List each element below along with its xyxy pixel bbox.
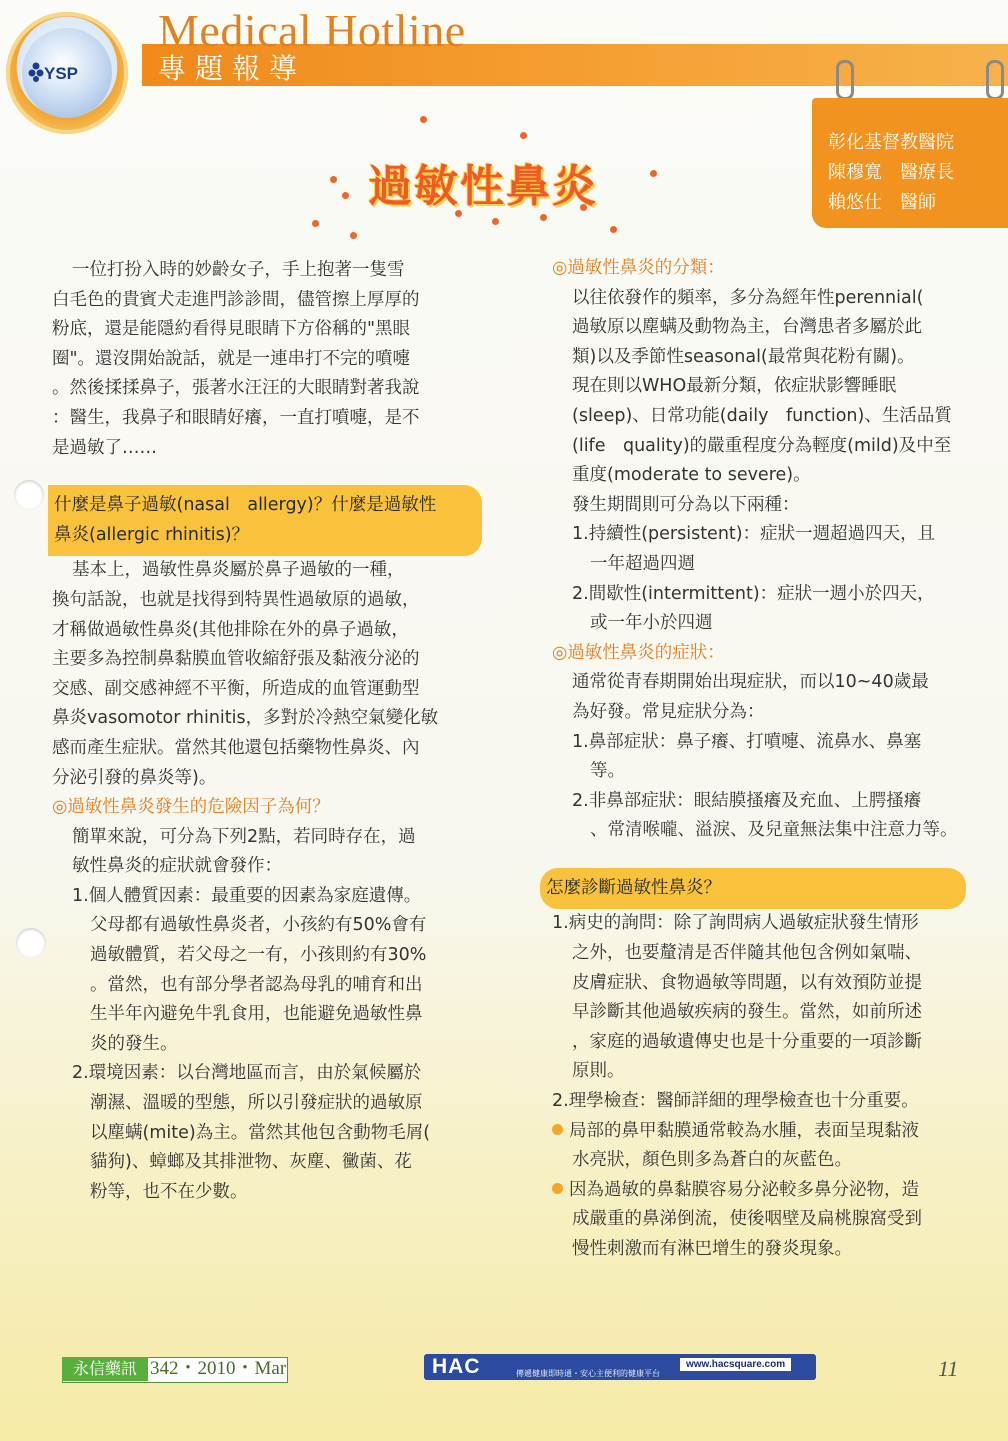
bullet-text: 局部的鼻甲黏膜通常較為水腫，表面呈現黏液 <box>569 1120 919 1141</box>
text-line: 發生期間則可分為以下兩種： <box>572 494 800 515</box>
decor-dot <box>350 232 357 239</box>
text-line: 感而產生症狀。當然其他還包括藥物性鼻炎、內 <box>52 737 420 758</box>
list-item-line: 粉等，也不在少數。 <box>90 1181 248 1202</box>
list-item-line: 以塵螨(mite)為主。當然其他包含動物毛屑( <box>90 1122 431 1143</box>
text-line: 類)以及季節性seasonal(最常與花粉有關)。 <box>572 346 915 367</box>
list-item-line: 2.環境因素：以台灣地區而言，由於氣候屬於 <box>72 1063 422 1084</box>
binder-ring-icon <box>986 60 1004 100</box>
author-2: 賴悠仕 醫師 <box>828 192 936 213</box>
decor-dot <box>330 176 337 183</box>
text-line: 交感、副交感神經不平衡，所造成的血管運動型 <box>52 678 420 699</box>
bullet-text: 慢性刺激而有淋巴增生的發炎現象。 <box>572 1239 852 1259</box>
list-item-line: 或一年小於四週 <box>590 613 713 634</box>
list-item-line: 2.非鼻部症狀：眼結膜搔癢及充血、上腭搔癢 <box>572 790 922 811</box>
article-title: 過敏性鼻炎 <box>368 161 598 212</box>
text-line: 以往依發作的頻率，多分為經年性perennial( <box>572 287 924 308</box>
text-line: 才稱做過敏性鼻炎(其他排除在外的鼻子過敏， <box>52 619 409 640</box>
section-heading: ◎過敏性鼻炎的症狀： <box>552 642 725 663</box>
footer-magazine-name: 永信藥訊 <box>62 1357 148 1381</box>
text-line: 主要多為控制鼻黏膜血管收縮舒張及黏液分泌的 <box>52 649 420 670</box>
text-line: 一位打扮入時的妙齡女子，手上抱著一隻雪 <box>72 260 405 280</box>
decor-dot <box>650 170 657 177</box>
bullet-icon <box>552 1124 563 1135</box>
list-item-line: 原則。 <box>572 1061 625 1082</box>
right-column <box>546 254 982 1265</box>
text-line: ：醫生，我鼻子和眼睛好癢，一直打噴嚏，是不 <box>52 407 420 428</box>
decor-dot <box>540 214 547 221</box>
decor-dot <box>420 116 427 123</box>
list-item-line: 皮膚症狀、食物過敏等問題，以有效預防並提 <box>572 972 922 993</box>
text-line: (sleep)、日常功能(daily function)、生活品質 <box>572 405 952 426</box>
text-line: 通常從青春期開始出現症狀，而以10~40歲最 <box>572 672 929 693</box>
decor-dot <box>492 218 499 225</box>
text-line: 為好發。常見症狀分為： <box>572 701 765 722</box>
section-heading: ◎過敏性鼻炎發生的危險因子為何？ <box>52 797 330 818</box>
list-item-line: 2.理學檢查：醫師詳細的理學檢查也十分重要。 <box>552 1091 919 1112</box>
text-line: 白毛色的貴賓犬走進門診診間，儘管擦上厚厚的 <box>52 289 420 310</box>
bullet-text: 水亮狀，顏色則多為蒼白的灰藍色。 <box>572 1150 852 1171</box>
hac-url-link[interactable]: www.hacsquare.com <box>680 1358 791 1371</box>
page-number: 11 <box>938 1356 959 1381</box>
text-line: 重度(moderate to severe)。 <box>572 465 811 486</box>
left-column <box>52 256 482 1207</box>
list-item-line: 過敏體質，若父母之一有，小孩則約有30% <box>90 945 427 966</box>
binder-hole <box>16 928 46 958</box>
list-item-line: 1.病史的詢問：除了詢問病人過敏症狀發生情形 <box>552 913 919 934</box>
list-item-line: 等。 <box>590 761 625 782</box>
text-line: 敏性鼻炎的症狀就會發作： <box>72 856 282 877</box>
list-item-line: 1.個人體質因素：最重要的因素為家庭遺傳。 <box>72 885 422 906</box>
text-line: 圈"。還沒開始說話，就是一連串打不完的噴嚏 <box>52 348 411 369</box>
author-1: 陳穆寬 醫療長 <box>828 162 954 183</box>
logo-text: YSP <box>44 64 79 83</box>
hac-logo: HAC <box>432 1355 481 1378</box>
decor-dot <box>520 132 527 139</box>
author-card <box>812 98 1008 228</box>
list-item-line: 之外，也要釐清是否伴隨其他包含例如氣喘、 <box>572 943 922 964</box>
list-item-line: 1.鼻部症狀：鼻子癢、打噴嚏、流鼻水、鼻塞 <box>572 731 922 752</box>
list-item-line: ，家庭的過敏遺傳史也是十分重要的一項診斷 <box>572 1031 922 1052</box>
bullet-text: 成嚴重的鼻涕倒流，使後咽壁及扁桃腺窩受到 <box>572 1209 922 1230</box>
text-line: 是過敏了…… <box>52 437 157 458</box>
hac-tagline: 傳遞健康即時通・安心主便利的健康平台 <box>516 1369 660 1378</box>
text-line: 過敏原以塵螨及動物為主，台灣患者多屬於此 <box>572 317 922 338</box>
list-item-line: 1.持續性(persistent)：症狀一週超過四天，且 <box>572 524 936 545</box>
list-item-line: 一年超過四週 <box>590 553 695 574</box>
list-item-line: 炎的發生。 <box>90 1033 178 1054</box>
text-line: 基本上，過敏性鼻炎屬於鼻子過敏的一種， <box>72 560 405 581</box>
text-line: 鼻炎vasomotor rhinitis，多對於冷熱空氣變化敏 <box>52 708 439 729</box>
heading-line: 鼻炎(allergic rhinitis)？ <box>54 524 250 545</box>
list-item-line: 、常清喉嚨、溢淚、及兒童無法集中注意力等。 <box>590 820 958 841</box>
decor-dot <box>342 192 349 199</box>
list-item-line: 2.間歇性(intermittent)：症狀一週小於四天， <box>572 583 935 604</box>
text-line: 分泌引發的鼻炎等)。 <box>52 767 217 788</box>
text-line: (life quality)的嚴重程度分為輕度(mild)及中至 <box>572 435 952 456</box>
ysp-mark-icon <box>28 62 44 82</box>
list-item-line: 貓狗)、蟑螂及其排泄物、灰塵、黴菌、花 <box>90 1152 412 1173</box>
bullet-text: 因為過敏的鼻黏膜容易分泌較多鼻分泌物，造 <box>569 1179 919 1200</box>
binder-hole <box>14 480 44 510</box>
list-item-line: 生半年內避免牛乳食用，也能避免過敏性鼻 <box>90 1004 423 1025</box>
section-title: 專題報導 <box>158 52 307 85</box>
list-item-line: 。當然，也有部分學者認為母乳的哺育和出 <box>90 974 423 995</box>
list-item-line: 早診斷其他過敏疾病的發生。當然，如前所述 <box>572 1002 922 1023</box>
text-line: 粉底，還是能隱約看得見眼睛下方俗稱的"黑眼 <box>52 319 411 340</box>
list-item-line: 父母都有過敏性鼻炎者，小孩約有50%會有 <box>90 915 427 936</box>
text-line: 換句話說，也就是找得到特異性過敏原的過敏， <box>52 589 420 610</box>
text-line: 現在則以WHO最新分類，依症狀影響睡眠 <box>572 376 897 397</box>
text-line: 簡單來說，可分為下列2點，若同時存在，過 <box>72 826 416 847</box>
decor-dot <box>312 220 319 227</box>
section-heading: ◎過敏性鼻炎的分類： <box>552 258 725 278</box>
binder-ring-icon <box>836 60 854 100</box>
decor-dot <box>610 226 617 233</box>
footer-issue: 342・2010・Mar <box>150 1358 287 1379</box>
heading-line: 什麼是鼻子過敏(nasal allergy)？什麼是過敏性 <box>54 495 437 516</box>
series-title: Medical Hotline <box>158 5 466 56</box>
question-heading <box>48 485 482 556</box>
bullet-icon <box>552 1183 563 1194</box>
heading-line: 怎麼診斷過敏性鼻炎？ <box>546 877 721 898</box>
question-heading <box>540 868 966 910</box>
text-line: 。然後揉揉鼻子，張著水汪汪的大眼睛對著我說 <box>52 378 420 399</box>
author-hospital: 彰化基督教醫院 <box>828 132 954 153</box>
list-item-line: 潮濕、溫暖的型態，所以引發症狀的過敏原 <box>90 1093 423 1114</box>
